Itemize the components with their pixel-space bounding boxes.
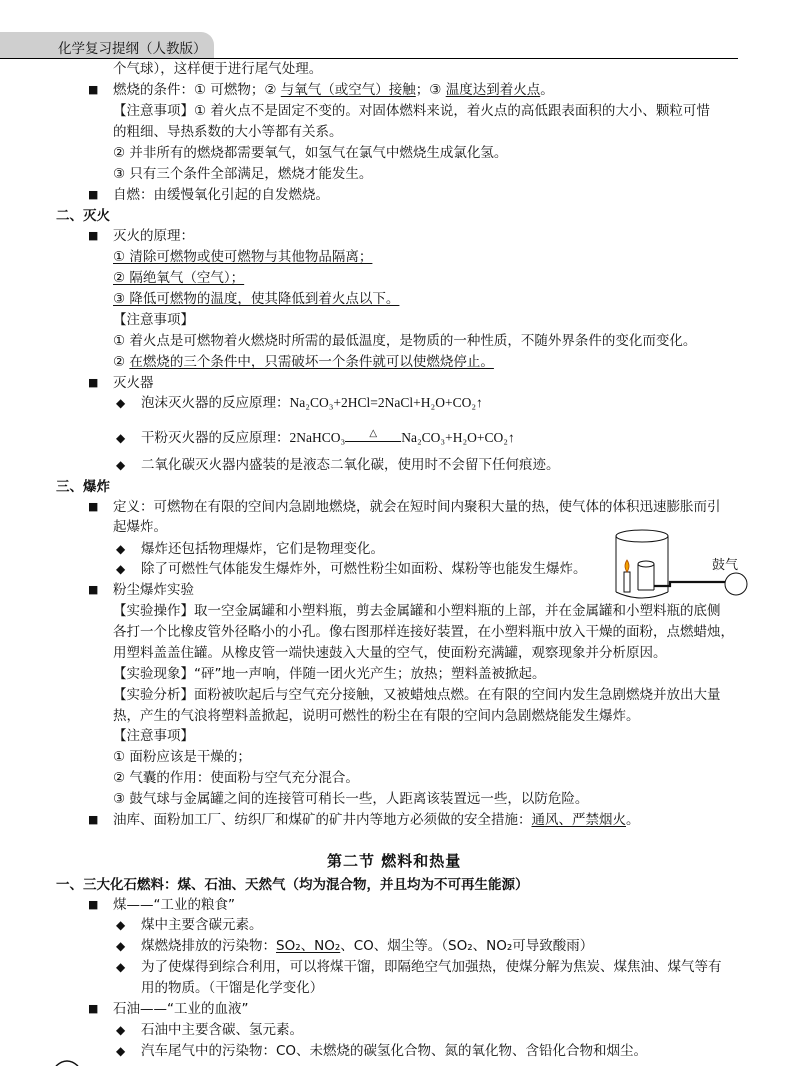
underlined-text: ① 清除可燃物或使可燃物与其他物品隔离； [113,249,373,265]
text-span: ② [113,354,130,370]
text-line: 个气球），这样便于进行尾气处理。 [113,61,323,77]
header-title: 化学复习提纲（人教版） [58,41,207,57]
text-line: ① 着火点是可燃物着火燃烧时所需的最低温度，是物质的一种性质，不随外界条件的变化而变化。 [113,333,697,349]
text-line: 【实验分析】面粉被吹起后与空气充分接触，又被蜡烛点燃。在有限的空间内发生急剧燃烧并放出大量 [113,687,721,703]
text-line: ② 并非所有的燃烧都需要氧气，如氢气在氯气中燃烧生成氯化氢。 [113,145,508,161]
text-line: 【实验操作】取一空金属罐和小塑料瓶，剪去金属罐和小塑料瓶的上部，并在金属罐和小塑料瓶的底侧 [113,603,721,619]
text-span: 油库、面粉加工厂、纺织厂和煤矿的矿井内等地方必须做的安全措施： [113,812,532,828]
triangle-icon: △ [369,428,378,439]
text-line: 【注意事项】 [113,312,194,328]
list-item: ■ 粉尘爆炸实验 [113,580,194,600]
foam-equation: Na₂CO₃+2HCl=2NaCl+H₂O+CO₂↑ [289,395,483,410]
text-line: 用塑料盖盖住罐。从橡皮管一端快速鼓入大量的空气，使面粉充满罐，观察现象并分析原因。 [113,645,667,661]
text-line: 【注意事项】 [113,728,194,744]
text-line: 各打一个比橡皮管外径略小的小孔。像右图那样连接好装置，在小塑料瓶中放入干燥的面粉，点燃蜡烛， [113,624,734,640]
text-span: 干粉灭火器的反应原理： [141,430,290,446]
text-line: ② 气囊的作用：使面粉与空气充分混合。 [113,770,359,786]
text-line: 热，产生的气浪将塑料盖掀起，说明可燃性的粉尘在有限的空间内急剧燃烧能发生爆炸。 [113,708,640,724]
underlined-text: ③ 降低可燃物的温度，使其降低到着火点以下。 [113,291,400,307]
list-item: ◆ 为了使煤得到综合利用，可以将煤干馏，即隔绝空气加强热，使煤分解为焦炭、煤焦油、煤气等有 [141,957,722,977]
underlined-text: ② 隔绝氧气（空气）； [113,270,245,286]
text-span: 泡沫灭火器的反应原理： [141,395,290,411]
dust-explosion-apparatus [612,524,752,608]
text-line: 【实验现象】“砰”地一声响，伴随一团火光产生；放热；塑料盖被掀起。 [113,666,546,682]
dry-equation-left: 2NaHCO₃ [289,430,346,445]
underlined-text: 在燃烧的三个条件中，只需破坏一个条件就可以使燃烧停止。 [129,354,494,370]
text-line: ① 面粉应该是干燥的； [113,749,251,765]
list-item [113,810,640,830]
list-item: ■ 灭火器 [113,373,154,393]
underlined-text: 与氧气（或空气）接触 [280,82,416,98]
underlined-text: 通风、严禁烟火 [531,812,626,828]
text-span: 。 [626,812,640,828]
section-heading: 二、灭火 [56,208,110,224]
list-item: ■ 定义：可燃物在有限的空间内急剧地燃烧，就会在短时间内聚积大量的热，使气体的体积迅速膨胀而引 [113,497,721,517]
text-line [113,352,494,372]
dry-equation-right: Na₂CO₃+H₂O+CO₂↑ [401,430,515,445]
list-item: ■ 自燃：由缓慢氧化引起的自发燃烧。 [113,185,329,205]
pollutant-formula: SO₂、NO₂ [276,938,341,954]
list-item: ◆ 石油中主要含碳、氢元素。 [141,1020,303,1040]
header-rule [0,58,738,59]
list-item: ◆ 汽车尾气中的污染物：CO、未燃烧的碳氢化合物、氮的氧化物、含铅化合物和烟尘。 [141,1041,647,1061]
figure-label: 鼓气 [712,558,739,573]
header-tab [0,32,214,58]
page-header [0,32,738,58]
text-span: 燃烧的条件：① 可燃物；② [113,82,281,98]
chapter-title: 第二节 燃料和热量 [327,852,462,870]
heat-condition [345,428,401,442]
list-item: ■ 煤——“工业的粮食” [113,895,235,915]
list-item: ◆ 爆炸还包括物理爆炸，它们是物理变化。 [141,539,384,559]
list-item [113,80,554,100]
text-span: 煤燃烧排放的污染物： [141,938,276,954]
section-heading: 一、三大化石燃料：煤、石油、天然气（均为混合物，并且均为不可再生能源） [56,877,529,893]
list-item [141,393,483,413]
text-line: 的粗细、导热系数的大小等都有关系。 [113,124,343,140]
text-line: 用的物质。（干馏是化学变化） [141,980,324,996]
text-line: 【注意事项】① 着火点不是固定不变的。对固体燃料来说，着火点的高低跟表面积的大小、颗粒可惜 [113,103,710,119]
text-span: 。 [540,82,554,98]
list-item [141,428,515,448]
list-item: ◆ 除了可燃性气体能发生爆炸外，可燃性粉尘如面粉、煤粉等也能发生爆炸。 [141,559,587,579]
underlined-text: 温度达到着火点 [445,82,541,98]
section-heading: 三、爆炸 [56,479,110,495]
text-line: ③ 鼓气球与金属罐之间的连接管可稍长一些，人距离该装置远一些，以防危险。 [113,791,589,807]
list-item: ■ 灭火的原理： [113,226,194,246]
text-line: 起爆炸。 [113,519,167,535]
text-span: 、CO、烟尘等。（SO₂、NO₂可导致酸雨） [340,938,594,954]
list-item: ◆ 二氧化碳灭火器内盛装的是液态二氧化碳，使用时不会留下任何痕迹。 [141,455,560,475]
text-line: ③ 只有三个条件全部满足，燃烧才能发生。 [113,166,373,182]
list-item [141,936,593,956]
list-item: ■ 石油——“工业的血液” [113,999,249,1019]
text-span: ；③ [415,82,446,98]
list-item: ◆ 煤中主要含碳元素。 [141,915,263,935]
